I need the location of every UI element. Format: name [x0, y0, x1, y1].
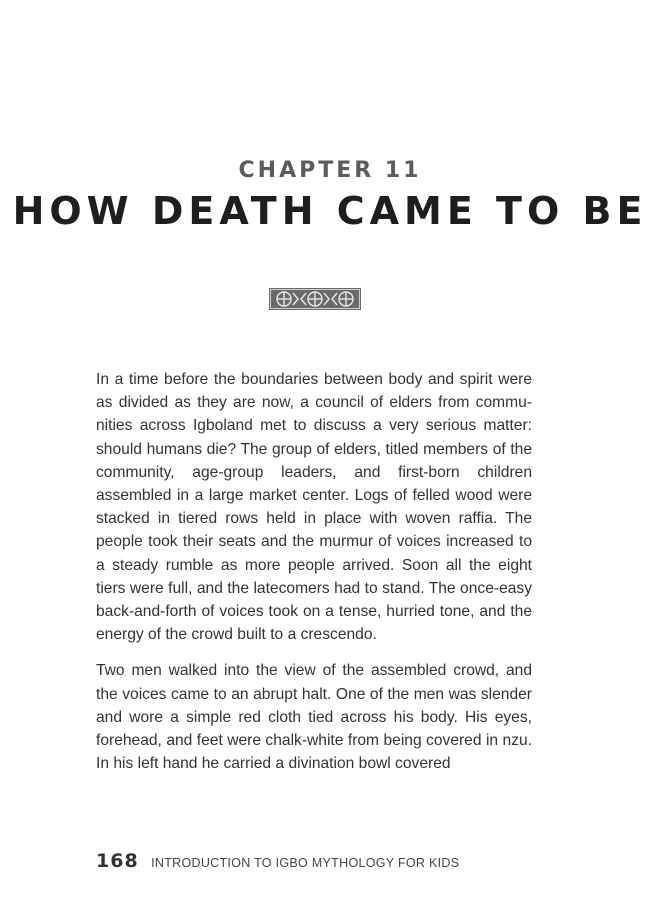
paragraph: Two men walked into the view of the assembled crowd, and the voices came to an abrupt halt. One of the men was slender and wore a simple red cloth tied across his body. His eyes, forehead, and feet were chalk-white from being covered in nzu. In his left hand he carried a divination bowl covered: [96, 662, 532, 773]
running-book-title: INTRODUCTION TO IGBO MYTHOLOGY FOR KIDS: [151, 856, 460, 870]
chapter-ornament-icon: [269, 288, 361, 310]
page-number: 168: [96, 850, 139, 872]
chapter-title: HOW DEATH CAME TO BE: [12, 189, 648, 233]
paragraph: In a time before the boundaries between body and spirit were as divided as they are now, a council of elders from communities across Igboland met to discuss a very serious matter: should humans die? The group of elders, titled members of the community, age-group leaders, and first-born children assembled in a large market center. Logs of felled wood were stacked in tiered rows held in place with woven raffia. The people took their seats and the murmur of voices increased to a steady rumble as more people arrived. Soon all the eight tiers were full, and the latecomers had to stand. The once-easy back-and-forth of voices took on a tense, hurried tone, and the energy of the crowd built to a crescendo.: [96, 371, 532, 644]
chapter-label: CHAPTER 11: [238, 158, 422, 183]
page-footer: [96, 850, 616, 872]
body-text: [96, 368, 532, 788]
